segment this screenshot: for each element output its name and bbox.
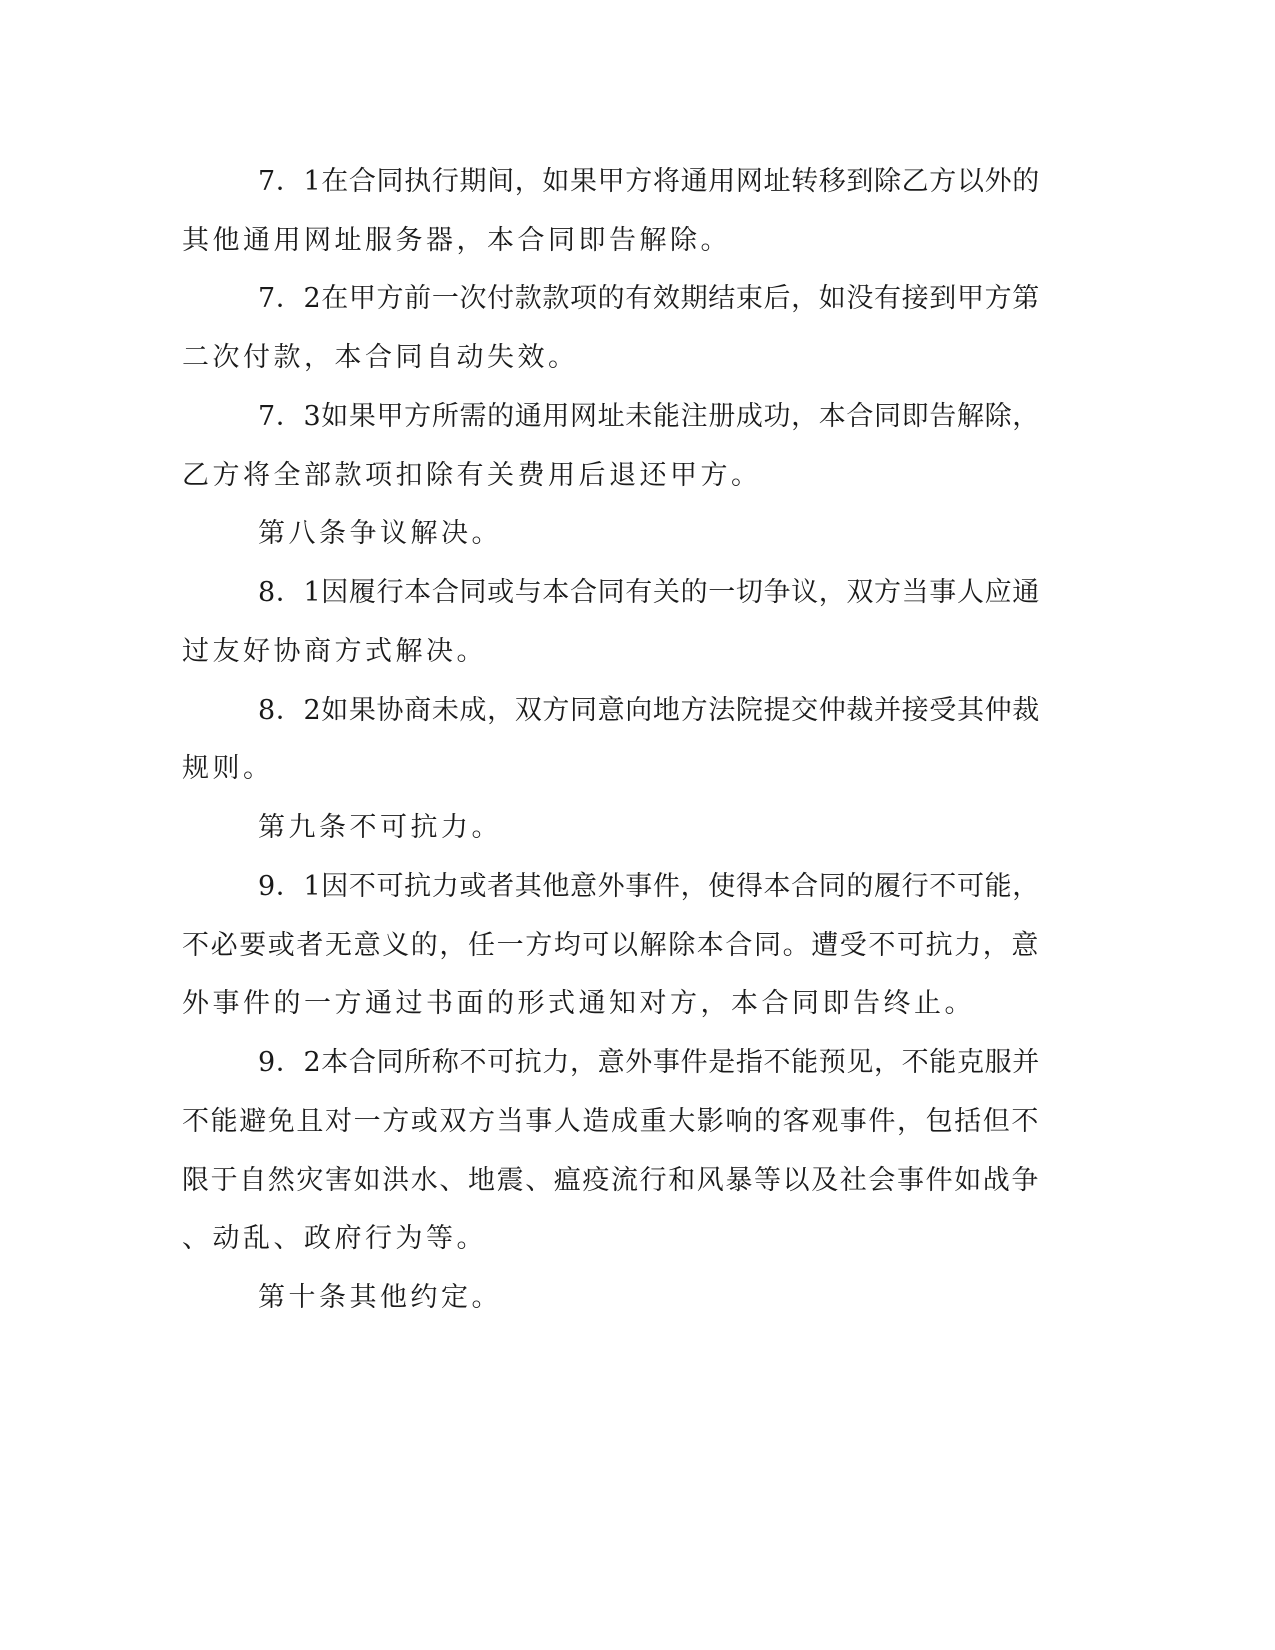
clause-9-1-line-3: 外事件的一方通过书面的形式通知对方，本合同即告终止。 — [182, 988, 975, 1019]
clause-8-1-line-1: 8．1因履行本合同或与本合同有关的一切争议，双方当事人应通 — [258, 577, 1040, 608]
article-10-heading: 第十条其他约定。 — [258, 1282, 502, 1313]
clause-9-2-line-1: 9．2本合同所称不可抗力，意外事件是指不能预见，不能克服并 — [258, 1047, 1040, 1078]
clause-8-2-line-1: 8．2如果协商未成，双方同意向地方法院提交仲裁并接受其仲裁 — [258, 695, 1040, 726]
clause-8-2-line-2: 规则。 — [182, 753, 274, 784]
clause-8-1-line-2: 过友好协商方式解决。 — [182, 636, 487, 667]
clause-9-2-line-4: 、动乱、政府行为等。 — [182, 1223, 487, 1254]
clause-9-2-line-3: 限于自然灾害如洪水、地震、瘟疫流行和风暴等以及社会事件如战争 — [182, 1165, 1040, 1196]
clause-7-3-line-1: 7．3如果甲方所需的通用网址未能注册成功，本合同即告解除， — [258, 401, 1040, 432]
clause-7-2-line-2: 二次付款，本合同自动失效。 — [182, 342, 579, 373]
clause-7-1-line-2: 其他通用网址服务器，本合同即告解除。 — [182, 225, 731, 256]
clause-7-3-line-2: 乙方将全部款项扣除有关费用后退还甲方。 — [182, 460, 762, 491]
article-8-heading: 第八条争议解决。 — [258, 518, 502, 549]
clause-7-1-line-1: 7．1在合同执行期间，如果甲方将通用网址转移到除乙方以外的 — [258, 166, 1040, 197]
clause-9-1-line-2: 不必要或者无意义的，任一方均可以解除本合同。遭受不可抗力，意 — [182, 930, 1040, 961]
clause-9-1-line-1: 9．1因不可抗力或者其他意外事件，使得本合同的履行不可能， — [258, 871, 1040, 902]
clause-9-2-line-2: 不能避免且对一方或双方当事人造成重大影响的客观事件，包括但不 — [182, 1106, 1040, 1137]
clause-7-2-line-1: 7．2在甲方前一次付款款项的有效期结束后，如没有接到甲方第 — [258, 283, 1040, 314]
article-9-heading: 第九条不可抗力。 — [258, 812, 502, 843]
